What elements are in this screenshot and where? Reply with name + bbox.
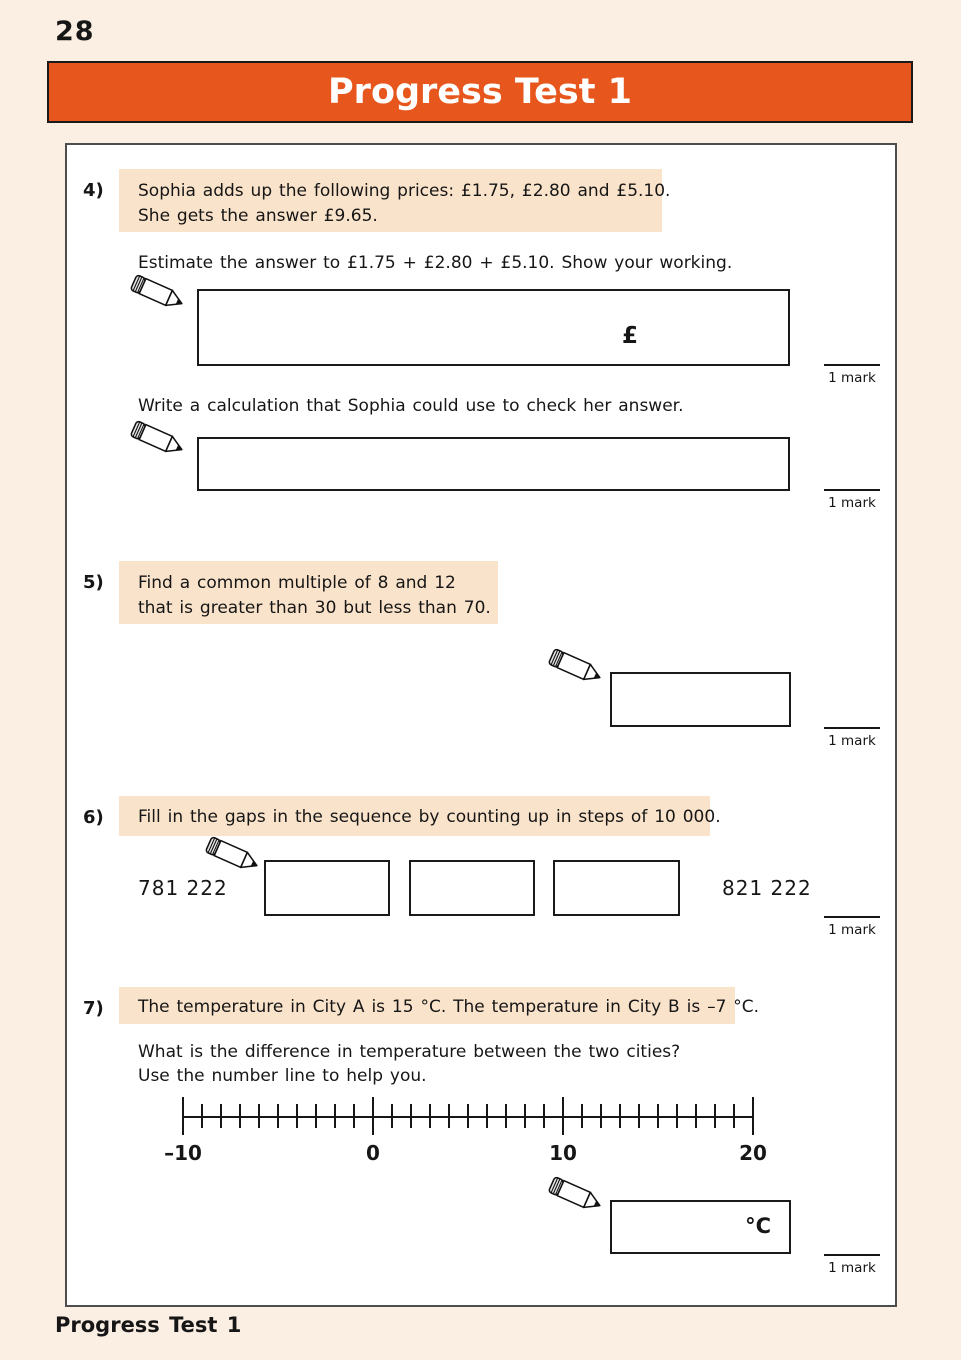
q6-number: 6) — [83, 807, 104, 828]
number-line-tick — [505, 1104, 507, 1128]
q7-answer-box[interactable] — [610, 1200, 791, 1254]
q5-answer-box[interactable] — [610, 672, 791, 727]
number-line-tick — [657, 1104, 659, 1128]
q4-check-box[interactable] — [197, 437, 790, 491]
q6-gap-box-2[interactable] — [409, 860, 535, 916]
number-line-tick — [201, 1104, 203, 1128]
number-line-tick — [372, 1097, 374, 1135]
page-number: 28 — [55, 16, 95, 47]
number-line-label: 20 — [739, 1141, 767, 1165]
mark-label: 1 mark — [828, 495, 876, 511]
number-line-tick — [695, 1104, 697, 1128]
q6-gap-box-3[interactable] — [553, 860, 680, 916]
q6-sequence-end: 821 222 — [722, 876, 812, 900]
banner-title: Progress Test 1 — [328, 72, 632, 112]
number-line-tick — [581, 1104, 583, 1128]
number-line — [164, 1097, 767, 1167]
number-line-label: 10 — [549, 1141, 577, 1165]
q7-prompt: The temperature in City A is 15 °C. The temperature in City B is –7 °C. — [138, 997, 760, 1017]
q4-highlight — [119, 169, 671, 232]
q4-prompt-line2: She gets the answer £9.65. — [138, 206, 378, 226]
number-line-tick — [315, 1104, 317, 1128]
number-line-tick — [277, 1104, 279, 1128]
q4-mark-1 — [824, 364, 880, 386]
q5-mark — [824, 727, 880, 749]
q5-number: 5) — [83, 572, 104, 593]
q5-prompt-line2: that is greater than 30 but less than 70. — [138, 598, 491, 618]
number-line-tick — [524, 1104, 526, 1128]
number-line-tick — [353, 1104, 355, 1128]
number-line-label: 0 — [366, 1141, 380, 1165]
number-line-tick — [296, 1104, 298, 1128]
q6-mark — [824, 916, 880, 938]
number-line-tick — [334, 1104, 336, 1128]
number-line-tick — [676, 1104, 678, 1128]
q4-pound-symbol: £ — [622, 323, 639, 349]
number-line-tick — [467, 1104, 469, 1128]
number-line-tick — [638, 1104, 640, 1128]
number-line-tick — [239, 1104, 241, 1128]
q6-gap-box-1[interactable] — [264, 860, 390, 916]
mark-label: 1 mark — [828, 733, 876, 749]
q6-sequence-start: 781 222 — [138, 876, 228, 900]
number-line-tick — [619, 1104, 621, 1128]
q7-highlight — [119, 987, 760, 1024]
number-line-tick — [733, 1104, 735, 1128]
number-line-tick — [714, 1104, 716, 1128]
number-line-tick — [182, 1097, 184, 1135]
number-line-tick — [391, 1104, 393, 1128]
mark-label: 1 mark — [828, 922, 876, 938]
q4-prompt-line1: Sophia adds up the following prices: £1.75, £2.80 and £5.10. — [138, 181, 671, 201]
q4-working-box[interactable] — [197, 289, 790, 366]
number-line-tick — [448, 1104, 450, 1128]
number-line-label: –10 — [164, 1141, 202, 1165]
q6-prompt: Fill in the gaps in the sequence by counting up in steps of 10 000. — [138, 807, 721, 827]
q7-question-line1: What is the difference in temperature between the two cities? — [138, 1042, 681, 1062]
number-line-tick — [562, 1097, 564, 1135]
q7-question-line2: Use the number line to help you. — [138, 1066, 427, 1086]
mark-label: 1 mark — [828, 1260, 876, 1276]
number-line-tick — [543, 1104, 545, 1128]
q4-mark-2 — [824, 489, 880, 511]
q6-highlight — [119, 796, 721, 836]
number-line-ticks — [183, 1097, 753, 1167]
q7-unit-label: °C — [745, 1214, 771, 1238]
q5-prompt-line1: Find a common multiple of 8 and 12 — [138, 573, 456, 593]
q4-check-instruction: Write a calculation that Sophia could use to check her answer. — [138, 396, 684, 416]
number-line-tick — [410, 1104, 412, 1128]
number-line-tick — [220, 1104, 222, 1128]
q7-mark — [824, 1254, 880, 1276]
mark-label: 1 mark — [828, 370, 876, 386]
page-banner — [47, 61, 913, 123]
q5-highlight — [119, 561, 498, 624]
footer-title: Progress Test 1 — [55, 1313, 242, 1337]
q4-number: 4) — [83, 180, 104, 201]
number-line-tick — [486, 1104, 488, 1128]
q7-number: 7) — [83, 998, 104, 1019]
q4-estimate-instruction: Estimate the answer to £1.75 + £2.80 + £5.10. Show your working. — [138, 253, 733, 273]
number-line-tick — [752, 1097, 754, 1135]
number-line-tick — [600, 1104, 602, 1128]
number-line-tick — [258, 1104, 260, 1128]
number-line-tick — [429, 1104, 431, 1128]
